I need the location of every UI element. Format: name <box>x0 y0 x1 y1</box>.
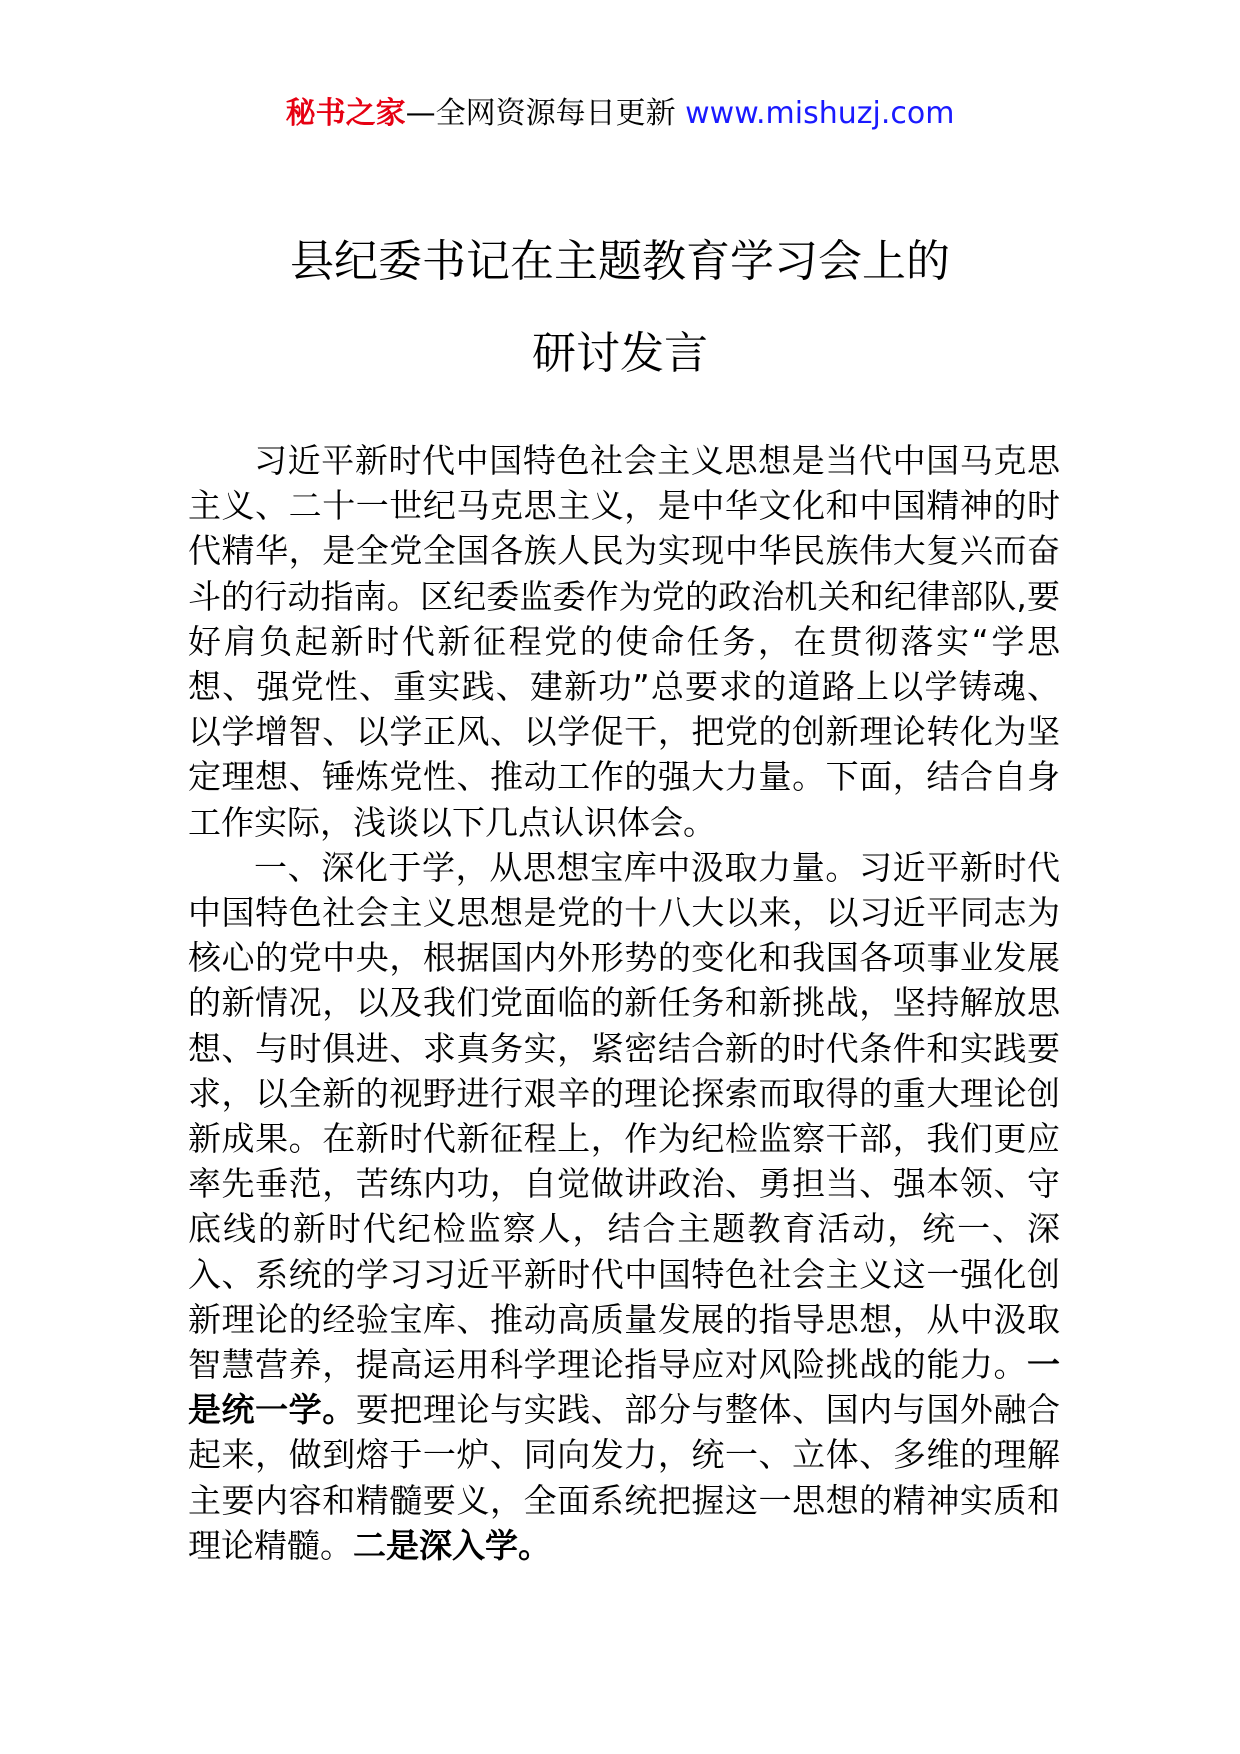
site-url-link[interactable]: www.mishuzj.com <box>685 96 955 131</box>
document-body <box>188 438 1060 1568</box>
point-two-heading: 二是深入学。 <box>353 1525 551 1565</box>
paragraph-intro: 习近平新时代中国特色社会主义思想是当代中国马克思主义、二十一世纪马克思主义，是中华文化和中国精神的时代精华，是全党全国各族人民为实现中华民族伟大复兴而奋斗的行动指南。区纪委监委作为党的政治机关和纪律部队,要好肩负起新时代新征程党的使命任务，在贯彻落实“学思想、强党性、重实践、建新功”总要求的道路上以学铸魂、以学增智、以学正风、以学促干，把党的创新理论转化为坚定理想、锤炼党性、推动工作的强大力量。下面，结合自身工作实际，浅谈以下几点认识体会。 <box>188 441 1060 842</box>
site-header <box>0 94 1240 134</box>
document-title-line-1: 县纪委书记在主题教育学习会上的 <box>290 236 950 287</box>
point-one-heading: 一是统一学。 <box>188 1345 1060 1430</box>
point-one-text: 要把理论与实践、部分与整体、国内与国外融合起来，做到熔于一炉、同向发力，统一、立体、多维的理解主要内容和精髓要义，全面系统把握这一思想的精神实质和理论精髓。 <box>188 1390 1061 1565</box>
paragraph-section-one <box>188 845 1060 1568</box>
site-brand: 秘书之家 <box>285 96 406 131</box>
section-one-text: 一、深化于学，从思想宝库中汲取力量。习近平新时代中国特色社会主义思想是党的十八大以来，以习近平同志为核心的党中央，根据国内外形势的变化和我国各项事业发展的新情况，以及我们党面临的新任务和新挑战，坚持解放思想、与时俱进、求真务实，紧密结合新的时代条件和实践要求，以全新的视野进行艰辛的理论探索而取得的重大理论创新成果。在新时代新征程上，作为纪检监察干部，我们更应率先垂范，苦练内功，自觉做讲政治、勇担当、强本领、守底线的新时代纪检监察人，结合主题教育活动，统一、深入、系统的学习习近平新时代中国特色社会主义这一强化创新理论的经验宝库、推动高质量发展的指导思想，从中汲取智慧营养，提高运用科学理论指导应对风险挑战的能力。 <box>188 847 1060 1385</box>
site-tagline: —全网资源每日更新 <box>405 96 676 131</box>
document-title-line-2: 研讨发言 <box>532 328 708 379</box>
